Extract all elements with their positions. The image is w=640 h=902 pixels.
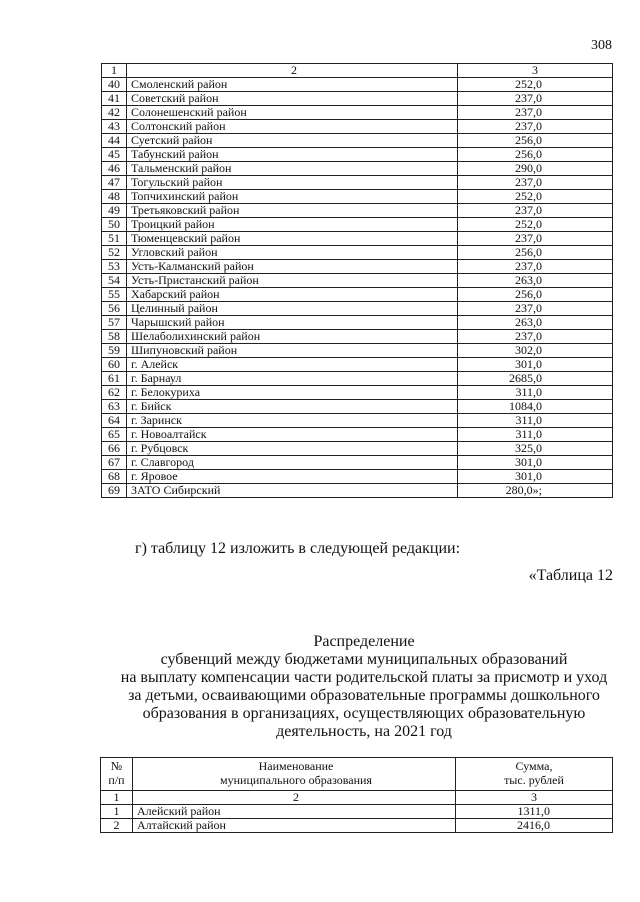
row-amount: 325,0 xyxy=(458,442,613,456)
row-number: 57 xyxy=(102,316,127,330)
row-municipality: Шипуновский район xyxy=(127,344,458,358)
header-text: № xyxy=(110,759,123,773)
row-municipality: Смоленский район xyxy=(127,78,458,92)
row-municipality: Тогульский район xyxy=(127,176,458,190)
row-amount: 1084,0 xyxy=(458,400,613,414)
row-amount: 252,0 xyxy=(458,218,613,232)
row-amount: 256,0 xyxy=(458,134,613,148)
row-municipality: Усть-Калманский район xyxy=(127,260,458,274)
table-row xyxy=(102,92,613,106)
table-header-row xyxy=(102,64,613,78)
table-row xyxy=(102,330,613,344)
table-row xyxy=(102,218,613,232)
row-municipality: г. Рубцовск xyxy=(127,442,458,456)
page-number: 308 xyxy=(591,38,612,53)
row-municipality: Целинный район xyxy=(127,302,458,316)
row-number: 61 xyxy=(102,372,127,386)
row-municipality: Чарышский район xyxy=(127,316,458,330)
column-numbering-row xyxy=(101,791,613,805)
row-number: 49 xyxy=(102,204,127,218)
table-row xyxy=(102,400,613,414)
table-row xyxy=(102,470,613,484)
header-text: муниципального образования xyxy=(220,773,372,787)
row-number: 62 xyxy=(102,386,127,400)
subventions-table-2021 xyxy=(100,757,613,833)
row-municipality: Советский район xyxy=(127,92,458,106)
table-header-row xyxy=(101,758,613,791)
row-municipality: Тюменцевский район xyxy=(127,232,458,246)
row-municipality: Угловский район xyxy=(127,246,458,260)
header-text: п/п xyxy=(108,773,125,787)
table-row xyxy=(102,106,613,120)
table-row xyxy=(102,78,613,92)
row-municipality: г. Бийск xyxy=(127,400,458,414)
row-number: 64 xyxy=(102,414,127,428)
row-municipality: Солонешенский район xyxy=(127,106,458,120)
table-row xyxy=(102,274,613,288)
header-text: Сумма, xyxy=(515,759,553,773)
title-line: субвенций между бюджетами муниципальных образований xyxy=(160,651,568,668)
table-row xyxy=(102,232,613,246)
row-number: 1 xyxy=(101,805,133,819)
row-amount: 252,0 xyxy=(458,190,613,204)
row-number: 42 xyxy=(102,106,127,120)
header-text: Наименование xyxy=(258,759,334,773)
row-number: 43 xyxy=(102,120,127,134)
table-row xyxy=(102,358,613,372)
numbering-col-3: 3 xyxy=(456,791,613,805)
table-row xyxy=(102,484,613,498)
row-amount: 2416,0 xyxy=(456,819,613,833)
row-municipality: г. Алейск xyxy=(127,358,458,372)
table-row xyxy=(102,302,613,316)
table-row xyxy=(102,246,613,260)
row-municipality: Топчихинский район xyxy=(127,190,458,204)
table-row xyxy=(102,456,613,470)
table-row xyxy=(102,190,613,204)
row-number: 58 xyxy=(102,330,127,344)
row-amount: 301,0 xyxy=(458,470,613,484)
row-number: 67 xyxy=(102,456,127,470)
table-row xyxy=(102,204,613,218)
row-amount: 256,0 xyxy=(458,148,613,162)
table-row xyxy=(102,316,613,330)
row-amount: 237,0 xyxy=(458,120,613,134)
row-amount: 237,0 xyxy=(458,330,613,344)
row-municipality: г. Белокуриха xyxy=(127,386,458,400)
row-amount: 252,0 xyxy=(458,78,613,92)
row-municipality: Тальменский район xyxy=(127,162,458,176)
row-amount: 263,0 xyxy=(458,316,613,330)
row-municipality: г. Яровое xyxy=(127,470,458,484)
title-line: за детьми, осваивающими образовательные программы дошкольного xyxy=(128,687,600,704)
header-text: тыс. рублей xyxy=(504,773,564,787)
row-amount: 237,0 xyxy=(458,92,613,106)
row-amount: 302,0 xyxy=(458,344,613,358)
row-number: 45 xyxy=(102,148,127,162)
table-row xyxy=(102,428,613,442)
row-number: 41 xyxy=(102,92,127,106)
table-row xyxy=(102,344,613,358)
row-number: 50 xyxy=(102,218,127,232)
row-amount: 311,0 xyxy=(458,386,613,400)
row-number: 55 xyxy=(102,288,127,302)
header-sum xyxy=(456,758,613,791)
row-amount: 263,0 xyxy=(458,274,613,288)
row-amount: 301,0 xyxy=(458,358,613,372)
row-amount: 301,0 xyxy=(458,456,613,470)
header-col-3: 3 xyxy=(458,64,613,78)
amendment-instruction: г) таблицу 12 изложить в следующей редакции: xyxy=(135,540,461,557)
row-number: 40 xyxy=(102,78,127,92)
header-col-1: 1 xyxy=(102,64,127,78)
table-row xyxy=(102,288,613,302)
row-number: 51 xyxy=(102,232,127,246)
title-line: на выплату компенсации части родительской платы за присмотр и уход xyxy=(120,669,608,686)
table-row xyxy=(102,176,613,190)
row-number: 59 xyxy=(102,344,127,358)
row-number: 63 xyxy=(102,400,127,414)
row-municipality: г. Заринск xyxy=(127,414,458,428)
table-row xyxy=(101,819,613,833)
table-row xyxy=(102,386,613,400)
row-number: 65 xyxy=(102,428,127,442)
row-number: 66 xyxy=(102,442,127,456)
row-amount: 311,0 xyxy=(458,428,613,442)
table-row xyxy=(102,442,613,456)
table-row xyxy=(102,414,613,428)
row-number: 44 xyxy=(102,134,127,148)
row-amount: 280,0»; xyxy=(458,484,613,498)
table-row xyxy=(102,148,613,162)
table-label: «Таблица 12 xyxy=(528,567,613,584)
subventions-table-continued xyxy=(101,63,613,498)
row-number: 2 xyxy=(101,819,133,833)
title-line: образования в организациях, осуществляющих образовательную xyxy=(142,705,586,722)
row-amount: 1311,0 xyxy=(456,805,613,819)
title-line: Распределение xyxy=(313,633,415,650)
row-municipality: г. Славгород xyxy=(127,456,458,470)
row-number: 68 xyxy=(102,470,127,484)
row-number: 60 xyxy=(102,358,127,372)
header-number xyxy=(101,758,133,791)
row-amount: 237,0 xyxy=(458,302,613,316)
row-municipality: Солтонский район xyxy=(127,120,458,134)
header-col-2: 2 xyxy=(127,64,458,78)
row-number: 52 xyxy=(102,246,127,260)
row-municipality: Алейский район xyxy=(133,805,456,819)
row-municipality: ЗАТО Сибирский xyxy=(127,484,458,498)
row-amount: 237,0 xyxy=(458,176,613,190)
row-municipality: Алтайский район xyxy=(133,819,456,833)
row-amount: 311,0 xyxy=(458,414,613,428)
table-row xyxy=(102,372,613,386)
row-municipality: Табунский район xyxy=(127,148,458,162)
row-number: 56 xyxy=(102,302,127,316)
row-amount: 290,0 xyxy=(458,162,613,176)
row-number: 54 xyxy=(102,274,127,288)
row-amount: 237,0 xyxy=(458,204,613,218)
row-number: 53 xyxy=(102,260,127,274)
numbering-col-2: 2 xyxy=(133,791,456,805)
row-municipality: Шелаболихинский район xyxy=(127,330,458,344)
row-amount: 256,0 xyxy=(458,246,613,260)
row-number: 69 xyxy=(102,484,127,498)
row-amount: 237,0 xyxy=(458,106,613,120)
row-number: 47 xyxy=(102,176,127,190)
table-row xyxy=(101,805,613,819)
table-title xyxy=(100,633,628,741)
numbering-col-1: 1 xyxy=(101,791,133,805)
row-municipality: Усть-Пристанский район xyxy=(127,274,458,288)
header-municipality xyxy=(133,758,456,791)
row-municipality: г. Барнаул xyxy=(127,372,458,386)
title-line: деятельность, на 2021 год xyxy=(276,723,452,740)
row-municipality: г. Новоалтайск xyxy=(127,428,458,442)
table-row xyxy=(102,120,613,134)
row-number: 46 xyxy=(102,162,127,176)
row-amount: 2685,0 xyxy=(458,372,613,386)
table-row xyxy=(102,260,613,274)
table-row xyxy=(102,162,613,176)
row-amount: 237,0 xyxy=(458,232,613,246)
table-row xyxy=(102,134,613,148)
row-municipality: Троицкий район xyxy=(127,218,458,232)
row-municipality: Хабарский район xyxy=(127,288,458,302)
row-amount: 256,0 xyxy=(458,288,613,302)
row-municipality: Третьяковский район xyxy=(127,204,458,218)
row-amount: 237,0 xyxy=(458,260,613,274)
row-number: 48 xyxy=(102,190,127,204)
row-municipality: Суетский район xyxy=(127,134,458,148)
